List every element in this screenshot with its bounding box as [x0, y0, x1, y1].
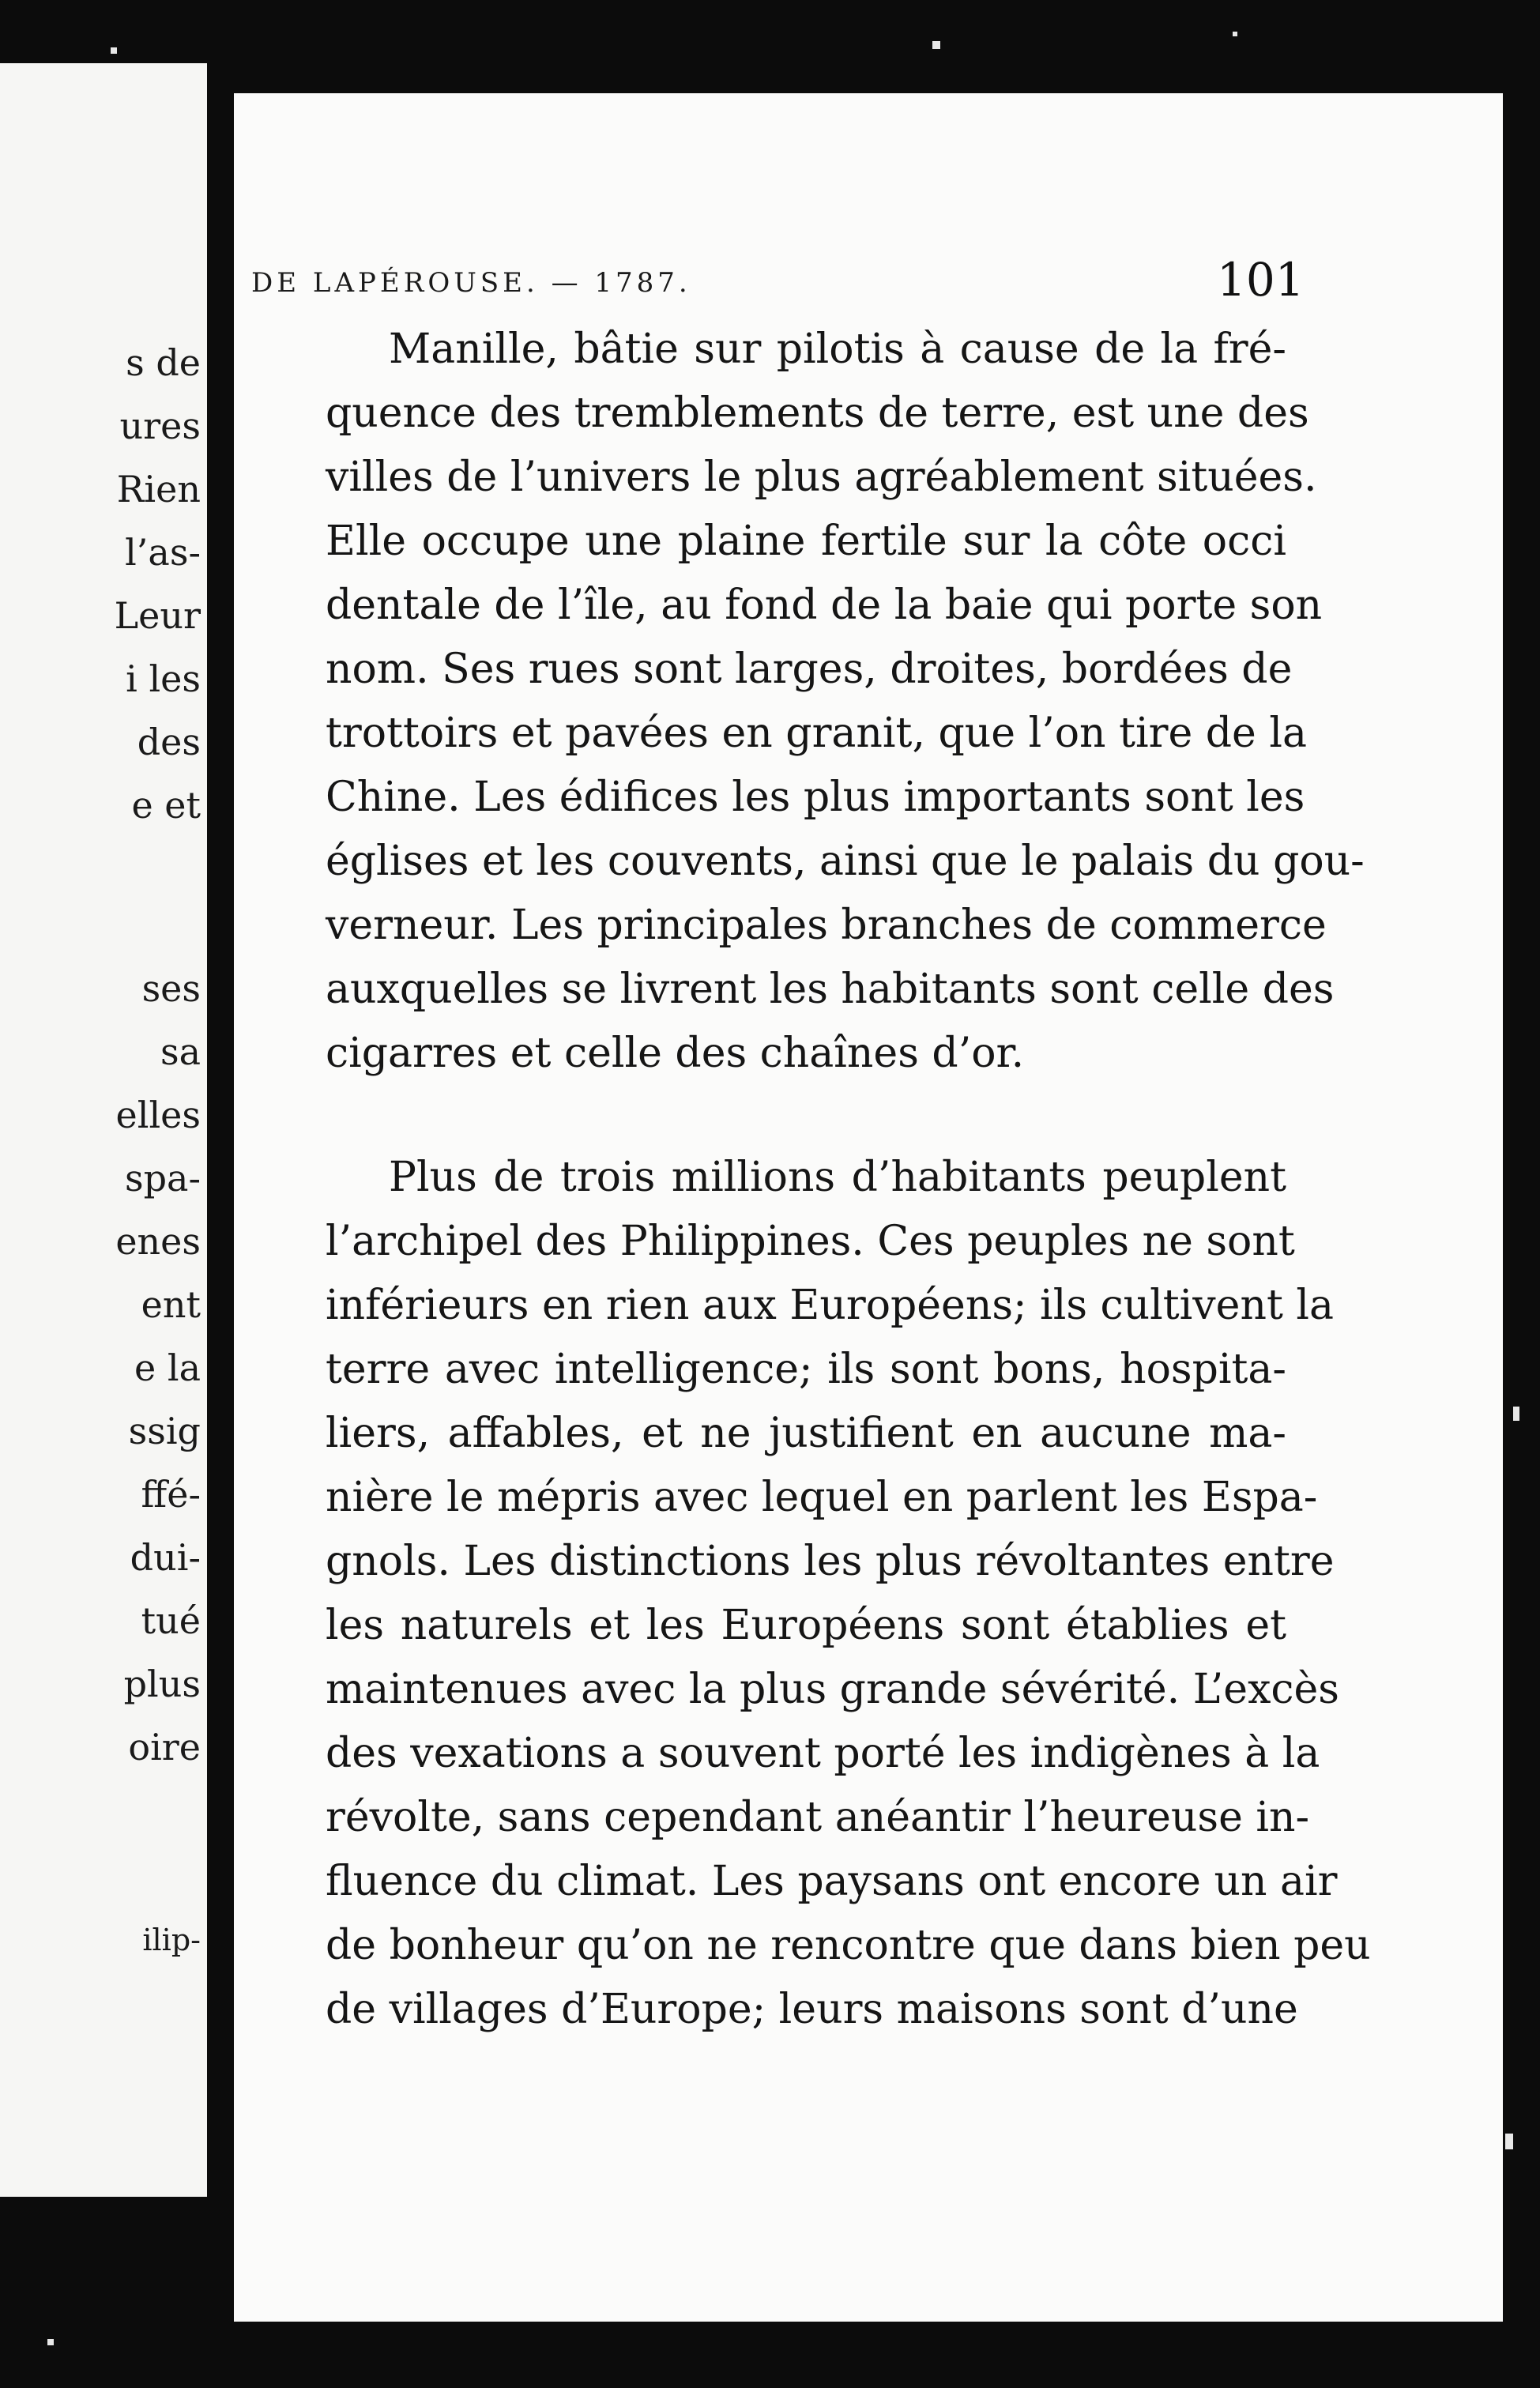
- text-line: de bonheur qu’on ne rencontre que dans bien peu: [326, 1922, 1371, 1969]
- text-line: de villages d’Europe; leurs maisons sont d’une: [326, 1986, 1298, 2033]
- text-line: gnols. Les distinctions les plus révoltantes entre: [326, 1538, 1335, 1585]
- left-fragment: elles: [115, 1094, 201, 1136]
- left-fragment: ent: [141, 1283, 201, 1326]
- scan-speck: [1505, 2134, 1513, 2149]
- text-line: dentale de l’île, au fond de la baie qui porte son: [326, 582, 1323, 629]
- text-line: villes de l’univers le plus agréablement situées.: [326, 454, 1317, 501]
- text-line: nière le mépris avec lequel en parlent les Espa-: [326, 1474, 1318, 1521]
- running-head-title: DE LAPÉROUSE. — 1787.: [251, 267, 691, 299]
- scan-speck: [932, 41, 940, 49]
- left-fragment: e la: [134, 1347, 201, 1389]
- text-line: auxquelles se livrent les habitants sont celle des: [326, 966, 1335, 1013]
- scan-speck: [1513, 1407, 1519, 1421]
- left-fragment: plus: [123, 1663, 201, 1705]
- left-fragment: i les: [126, 657, 201, 700]
- left-fragment: ffé-: [141, 1473, 201, 1516]
- left-fragment: s de: [126, 341, 201, 384]
- text-line: Elle occupe une plaine fertile sur la côte occi: [326, 518, 1286, 565]
- left-fragment: Rien: [116, 468, 201, 510]
- left-fragment: sa: [160, 1030, 201, 1073]
- text-line: révolte, sans cependant anéantir l’heureuse in-: [326, 1794, 1310, 1841]
- page-number: 101: [1217, 253, 1305, 307]
- left-fragment: ilip-: [142, 1923, 201, 1957]
- text-line: liers, affables, et ne justifient en aucune ma-: [326, 1410, 1286, 1457]
- scan-speck: [1233, 32, 1237, 36]
- text-line: verneur. Les principales branches de commerce: [326, 902, 1327, 949]
- text-line: cigarres et celle des chaînes d’or.: [326, 1030, 1025, 1077]
- text-line: les naturels et les Européens sont établies et: [326, 1602, 1286, 1649]
- text-line: inférieurs en rien aux Européens; ils cultivent la: [326, 1282, 1335, 1329]
- left-fragment: dui-: [130, 1536, 201, 1579]
- text-line: fluence du climat. Les paysans ont encore un air: [326, 1858, 1338, 1905]
- text-line: des vexations a souvent porté les indigènes à la: [326, 1730, 1320, 1777]
- text-line: Manille, bâtie sur pilotis à cause de la fré-: [389, 326, 1286, 373]
- text-line: églises et les couvents, ainsi que le palais du gou-: [326, 838, 1365, 885]
- text-line: Chine. Les édifices les plus importants sont les: [326, 774, 1305, 821]
- left-fragment: spa-: [124, 1157, 201, 1200]
- text-line: quence des tremblements de terre, est une des: [326, 390, 1309, 437]
- left-fragment: l’as-: [125, 531, 201, 574]
- left-fragment: tué: [141, 1599, 201, 1642]
- left-fragment: enes: [115, 1220, 201, 1263]
- scan-speck: [111, 47, 117, 54]
- left-fragment: ures: [119, 405, 201, 447]
- left-fragment: ses: [141, 967, 201, 1010]
- text-line: maintenues avec la plus grande sévérité. L’excès: [326, 1666, 1339, 1713]
- text-line: l’archipel des Philippines. Ces peuples ne sont: [326, 1218, 1295, 1265]
- left-facing-page: [0, 63, 207, 2197]
- left-fragment: oire: [128, 1726, 201, 1768]
- left-fragment: ssig: [128, 1410, 201, 1452]
- text-line: trottoirs et pavées en granit, que l’on tire de la: [326, 710, 1307, 757]
- text-line: nom. Ses rues sont larges, droites, bordées de: [326, 646, 1293, 693]
- text-line: Plus de trois millions d’habitants peuplent: [389, 1154, 1286, 1201]
- scan-speck: [47, 2339, 54, 2345]
- left-fragment: des: [137, 721, 201, 763]
- left-fragment: Leur: [114, 594, 201, 637]
- left-fragment: e et: [131, 784, 201, 827]
- text-line: terre avec intelligence; ils sont bons, hospita-: [326, 1346, 1286, 1393]
